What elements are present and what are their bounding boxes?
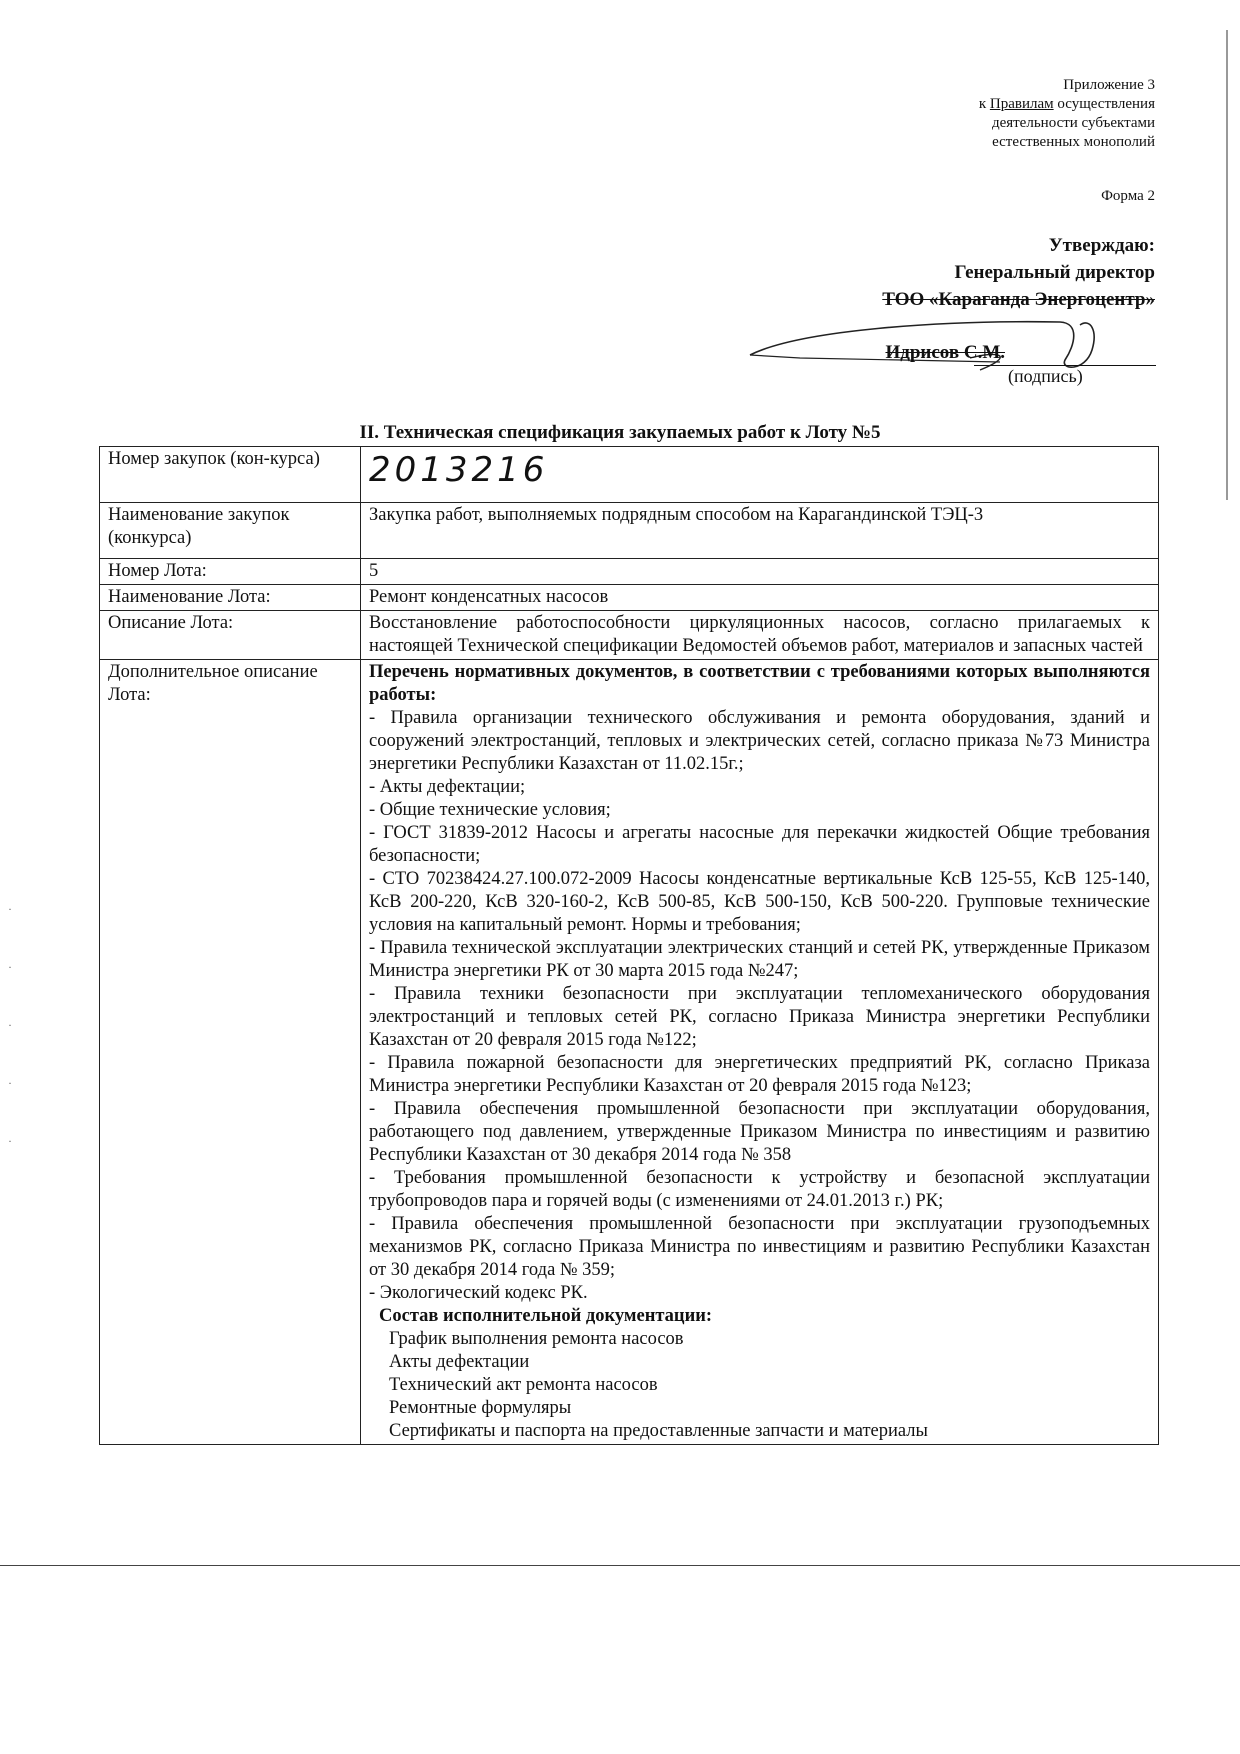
list-item: - Акты дефектации;: [369, 777, 526, 797]
list-item: Акты дефектации: [389, 1352, 530, 1372]
annex-line-2-suffix: осуществления: [1053, 96, 1155, 112]
list-item: - Экологический кодекс РК.: [369, 1283, 588, 1303]
purchase-name-value: Закупка работ, выполняемых подрядным способом на Карагандинской ТЭЦ-3: [361, 503, 1159, 559]
list-item: - ГОСТ 31839-2012 Насосы и агрегаты насосные для перекачки жидкостей Общие требования безопасности;: [369, 823, 1150, 866]
list-item: - Требования промышленной безопасности к устройству и безопасной эксплуатации трубопроводов пара и горячей воды (с изменениями от 24.01.2013 г.) РК;: [369, 1168, 1150, 1211]
list-item: - Общие технические условия;: [369, 800, 611, 820]
lot-description-label: Описание Лота:: [100, 611, 361, 660]
list-item: - Правила обеспечения промышленной безопасности при эксплуатации грузоподъемных механизмов РК, согласно Приказа Министра по инвестициям и развитию Республики Казахстан от 30 декабря 2014 года № 359;: [369, 1214, 1150, 1280]
signature-icon: [740, 300, 1160, 380]
approval-line-2: Генеральный директор: [954, 262, 1155, 283]
annex-line-2: [979, 95, 1155, 114]
approval-company: ТОО «Караганда Энергоцентр»: [882, 289, 1155, 310]
list-item: Ремонтные формуляры: [389, 1398, 572, 1418]
form-label: Форма 2: [1101, 188, 1155, 204]
extra-description-label: Дополнительное описание Лота:: [100, 660, 361, 1445]
list-item: - СТО 70238424.27.100.072-2009 Насосы конденсатные вертикальные КсВ 125-55, КсВ 125-140, КсВ 200-220, КсВ 320-160-2, КсВ 500-85, КсВ 500-150, КсВ 500-220. Групповые технические условия на капитальный ремонт. Нормы и требования;: [369, 869, 1150, 935]
table-row: [100, 559, 1159, 585]
list-item: - Правила обеспечения промышленной безопасности при эксплуатации оборудования, работающего под давлением, утвержденные Приказом Министра по инвестициям и развитию Республики Казахстан от 30 декабря 2014 года № 358: [369, 1099, 1150, 1165]
lot-description-value: Восстановление работоспособности циркуляционных насосов, согласно прилагаемых к настоящей Технической спецификации Ведомостей объемов работ, материалов и запасных частей: [361, 611, 1159, 660]
purchase-number-value: 2013216: [361, 447, 1159, 503]
annex-line-1: Приложение 3: [1063, 77, 1155, 93]
table-row: [100, 447, 1159, 503]
table-row: [100, 611, 1159, 660]
list-item: - Правила технической эксплуатации электрических станций и сетей РК, утвержденные Приказом Министра энергетики РК от 30 марта 2015 года №247;: [369, 938, 1150, 981]
approval-line-1: Утверждаю:: [1048, 235, 1155, 256]
signature-caption: (подпись): [1008, 366, 1083, 386]
annex-line-4: естественных монополий: [992, 134, 1155, 150]
purchase-name-label: Наименование закупок (конкурса): [100, 503, 361, 559]
purchase-number-label: Номер закупок (кон-курса): [100, 447, 361, 503]
scan-margin-dots: · · · · ·: [8, 902, 12, 1148]
scan-fold-line: [0, 1565, 1240, 1566]
lot-name-label: Наименование Лота:: [100, 585, 361, 611]
table-row: [100, 585, 1159, 611]
annex-line-3: деятельности субъектами: [991, 115, 1155, 131]
list-item: Сертификаты и паспорта на предоставленные запчасти и материалы: [389, 1421, 928, 1441]
lot-number-value: 5: [361, 559, 1159, 585]
norms-heading: Перечень нормативных документов, в соответствии с требованиями которых выполняются работы:: [369, 662, 1150, 705]
extra-description-value: [361, 660, 1159, 1445]
list-item: - Правила техники безопасности при эксплуатации тепломеханического оборудования электростанций и тепловых сетей РК, согласно Приказа Министра энергетики Республики Казахстан от 20 февраля 2015 года №122;: [369, 984, 1150, 1050]
list-item: График выполнения ремонта насосов: [389, 1329, 684, 1349]
docs-heading: Состав исполнительной документации:: [379, 1306, 713, 1326]
annex-line-2-prefix: к: [978, 96, 990, 112]
lot-name-value: Ремонт конденсатных насосов: [361, 585, 1159, 611]
table-row: [100, 660, 1159, 1445]
list-item: - Правила организации технического обслуживания и ремонта оборудования, зданий и сооружений электростанций, тепловых и электрических сетей, согласно приказа №73 Министра энергетики Республики Казахстан от 11.02.15г.;: [369, 708, 1150, 774]
page-title: II. Техническая спецификация закупаемых работ к Лоту №5: [359, 422, 881, 443]
spec-table: [99, 446, 1159, 1445]
list-item: Технический акт ремонта насосов: [389, 1375, 658, 1395]
lot-number-label: Номер Лота:: [100, 559, 361, 585]
table-row: [100, 503, 1159, 559]
annex-block: [979, 76, 1155, 152]
list-item: - Правила пожарной безопасности для энергетических предприятий РК, согласно Приказа Министра энергетики Республики Казахстан от 20 февраля 2015 года №123;: [369, 1053, 1150, 1096]
rules-link[interactable]: Правилам: [989, 96, 1054, 112]
director-name: Идрисов С.М.: [885, 342, 1005, 363]
